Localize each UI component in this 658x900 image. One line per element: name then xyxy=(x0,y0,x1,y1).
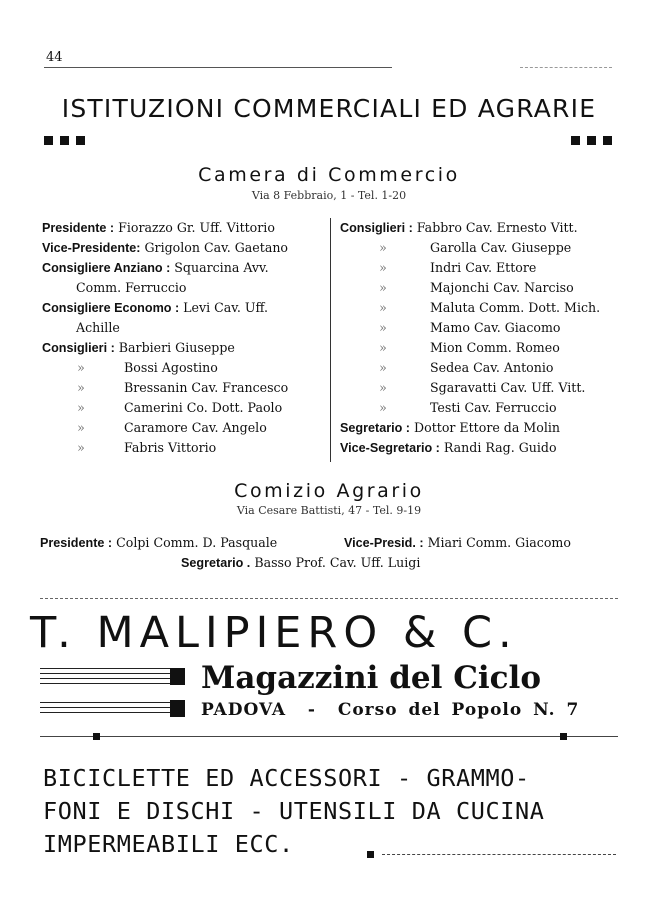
member-row: » Bossi Agostino xyxy=(77,360,218,375)
ad-top-rule xyxy=(40,598,618,599)
page-number: 44 xyxy=(46,50,63,65)
member-row: » Majonchi Cav. Narciso xyxy=(379,280,574,295)
ad-square-2 xyxy=(170,700,185,717)
member-row: Segretario : Dottor Ettore da Molin xyxy=(340,420,561,435)
member-row: Presidente : Fiorazzo Gr. Uff. Vittorio xyxy=(42,220,275,235)
member-row: » Maluta Comm. Dott. Mich. xyxy=(379,300,601,315)
member-row: » Fabris Vittorio xyxy=(77,440,217,455)
comizio-segretario: Segretario . Basso Prof. Cav. Uff. Luigi xyxy=(181,555,421,570)
title-ornament-left xyxy=(44,136,85,145)
member-row: » Sgaravatti Cav. Uff. Vitt. xyxy=(379,380,586,395)
member-row: Vice-Segretario : Randi Rag. Guido xyxy=(340,440,557,455)
ad-end-square xyxy=(367,851,374,858)
camera-left-column xyxy=(42,218,326,458)
member-row: Consigliere Anziano : Squarcina Avv. xyxy=(42,260,269,275)
ad-dash: - xyxy=(307,700,316,720)
ad-body-line: FONI E DISCHI - UTENSILI DA CUCINA xyxy=(43,797,545,825)
comizio-presidente: Presidente : Colpi Comm. D. Pasquale xyxy=(40,535,278,550)
ad-mid-square-right xyxy=(560,733,567,740)
member-row: » Caramore Cav. Angelo xyxy=(77,420,267,435)
member-row: » Indri Cav. Ettore xyxy=(379,260,537,275)
ad-body-line: IMPERMEABILI ECC. xyxy=(43,830,294,858)
member-row: Vice-Presidente: Grigolon Cav. Gaetano xyxy=(42,240,289,255)
title-ornament-right xyxy=(571,136,612,145)
member-row: Consigliere Economo : Levi Cav. Uff. xyxy=(42,300,269,315)
ad-square-1 xyxy=(170,668,185,685)
ad-mid-square-left xyxy=(93,733,100,740)
ad-mid-rule xyxy=(40,736,618,737)
member-row: » Mion Comm. Romeo xyxy=(379,340,560,355)
member-row: Consiglieri : Fabbro Cav. Ernesto Vitt. xyxy=(340,220,578,235)
member-row: » Testi Cav. Ferruccio xyxy=(379,400,557,415)
top-rule-right xyxy=(520,67,612,68)
member-row: » Sedea Cav. Antonio xyxy=(379,360,554,375)
ad-left-lines-1 xyxy=(40,668,170,688)
comizio-address: Via Cesare Battisti, 47 - Tel. 9-19 xyxy=(236,504,422,517)
comizio-title: Comizio Agrario xyxy=(234,480,424,502)
ad-body-line: BICICLETTE ED ACCESSORI - GRAMMO- xyxy=(43,764,530,792)
comizio-vicepresidente: Vice-Presid. : Miari Comm. Giacomo xyxy=(344,535,571,550)
ad-end-rule xyxy=(382,854,616,855)
top-rule xyxy=(44,67,392,68)
member-row: Achille xyxy=(76,320,120,335)
ad-address: Corso del Popolo N. 7 xyxy=(337,700,580,720)
ad-company-name: T. MALIPIERO & C. xyxy=(30,608,518,658)
member-row: » Mamo Cav. Giacomo xyxy=(379,320,561,335)
member-row: » Garolla Cav. Giuseppe xyxy=(379,240,572,255)
camera-right-column xyxy=(340,218,625,458)
ad-left-lines-2 xyxy=(40,702,170,717)
ad-body xyxy=(43,762,544,861)
ad-subtitle: Magazzini del Ciclo xyxy=(201,660,542,696)
ad-city: PADOVA xyxy=(201,700,287,720)
camera-address: Via 8 Febbraio, 1 - Tel. 1-20 xyxy=(251,189,407,202)
page-title: ISTITUZIONI COMMERCIALI ED AGRARIE xyxy=(61,94,597,123)
ad-address-line xyxy=(201,700,579,720)
column-divider xyxy=(330,218,331,462)
member-row: » Bressanin Cav. Francesco xyxy=(77,380,289,395)
member-row: » Camerini Co. Dott. Paolo xyxy=(77,400,283,415)
member-row: Comm. Ferruccio xyxy=(76,280,187,295)
member-row: Consiglieri : Barbieri Giuseppe xyxy=(42,340,235,355)
camera-title: Camera di Commercio xyxy=(198,164,460,186)
